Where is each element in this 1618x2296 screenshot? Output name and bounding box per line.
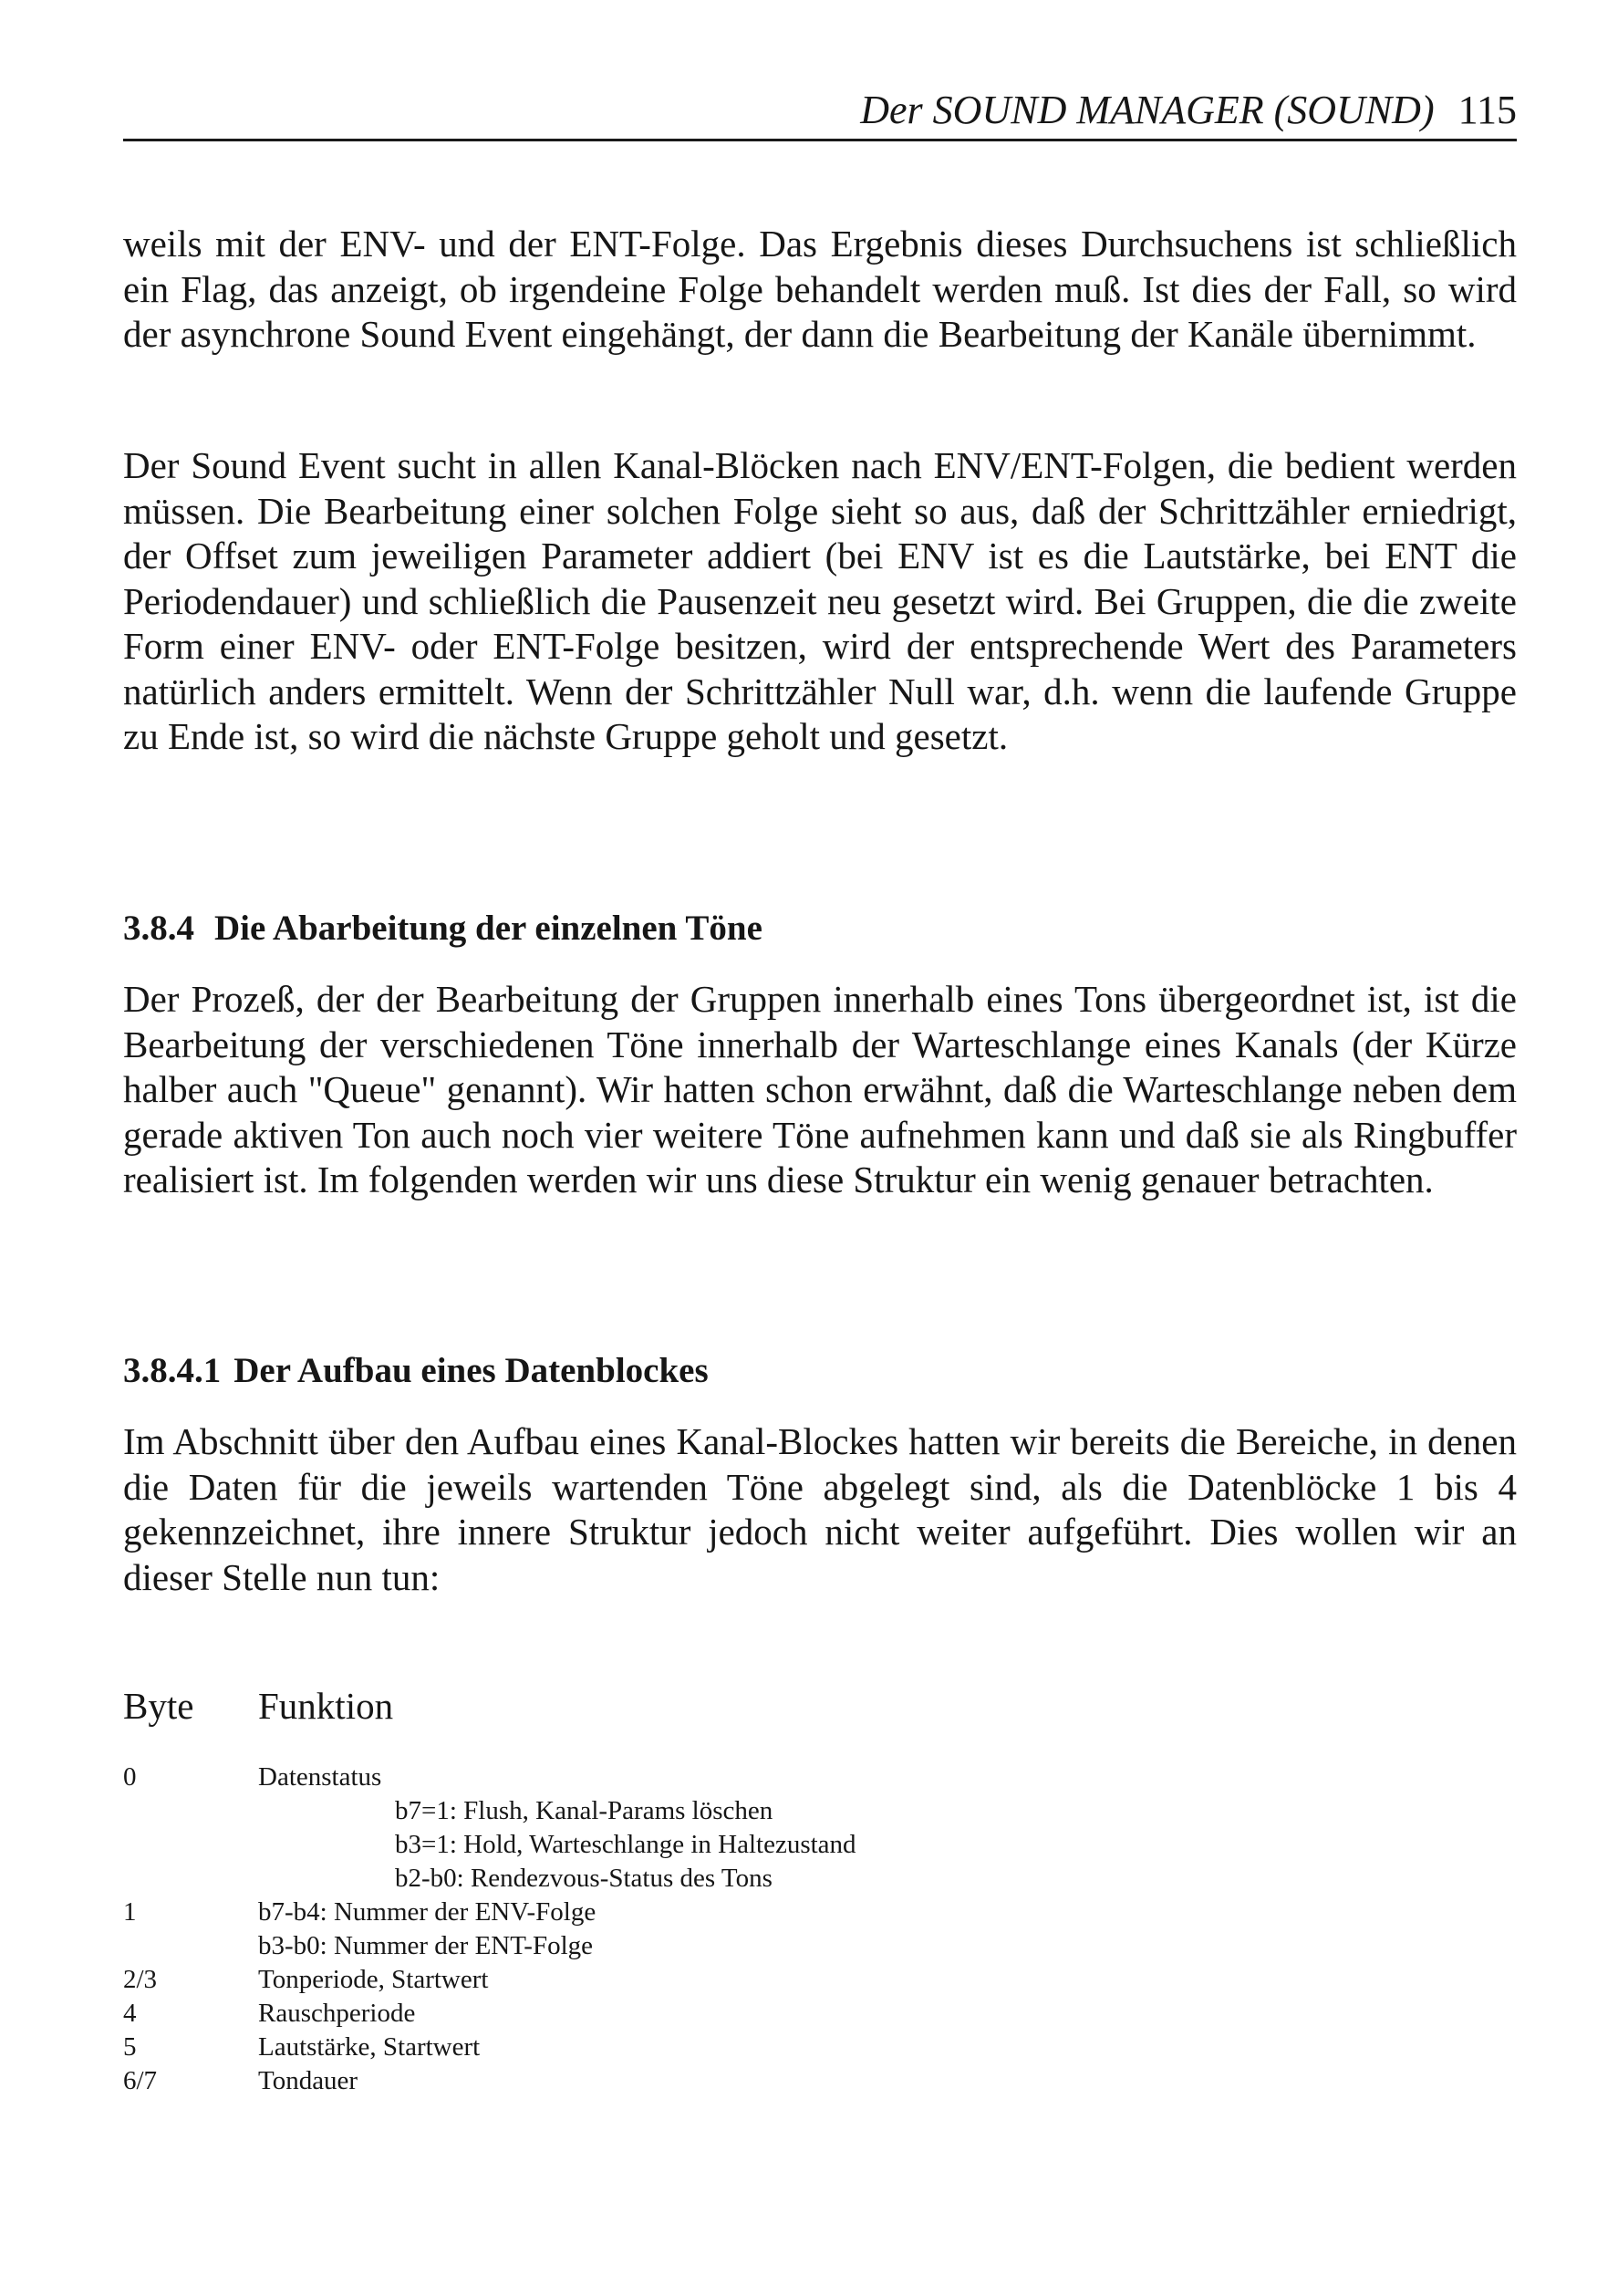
section-number: 3.8.4.1 — [123, 1351, 222, 1390]
table-row — [123, 2031, 1517, 2064]
table-cell-function: Rauschperiode — [258, 1999, 416, 2028]
table-row — [123, 1963, 1517, 1997]
table-cell-function: b3=1: Hold, Warteschlange in Haltezustand — [395, 1830, 856, 1859]
table-cell-byte: 0 — [123, 1762, 137, 1792]
table-cell-function: b7=1: Flush, Kanal-Params löschen — [395, 1796, 773, 1825]
section-title: Die Abarbeitung der einzelnen Töne — [214, 909, 762, 948]
table-cell-function: Datenstatus — [258, 1762, 382, 1792]
table-row — [123, 1862, 1517, 1896]
table-cell-function: b7-b4: Nummer der ENV-Folge — [258, 1897, 596, 1927]
table-row — [123, 2064, 1517, 2098]
table-cell-function: b2-b0: Rendezvous-Status des Tons — [395, 1864, 773, 1893]
data-block-table — [123, 1761, 1517, 2098]
table-header — [123, 1683, 1517, 1729]
table-row — [123, 1929, 1517, 1963]
table-row — [123, 1794, 1517, 1828]
table-cell-function: Tondauer — [258, 2066, 358, 2095]
table-cell-byte: 1 — [123, 1897, 137, 1927]
table-row — [123, 1997, 1517, 2031]
table-cell-function: Lautstärke, Startwert — [258, 2032, 481, 2062]
page-number: 115 — [1457, 88, 1517, 132]
table-cell-byte: 2/3 — [123, 1965, 158, 1994]
table-row — [123, 1761, 1517, 1794]
running-head — [860, 88, 1517, 133]
paragraph-4: Im Abschnitt über den Aufbau eines Kanal-Blockes hatten wir bereits die Bereiche, in denen die Daten für die jeweils wartenden Töne abgelegt sind, als die Datenblöcke 1 bis 4 gekennzeichnet, ihre innere Struktur jedoch nicht weiter aufgeführt. Dies wollen wir an dieser Stelle nun tun: — [123, 1420, 1517, 1598]
table-row — [123, 1896, 1517, 1929]
table-row — [123, 1828, 1517, 1862]
section-heading-3-8-4 — [123, 907, 1517, 951]
table-header-function: Funktion — [258, 1685, 394, 1727]
running-head-title: Der SOUND MANAGER (SOUND) — [860, 88, 1435, 132]
table-cell-function: b3-b0: Nummer der ENT-Folge — [258, 1931, 594, 1960]
table-cell-function: Tonperiode, Startwert — [258, 1965, 489, 1994]
table-header-byte: Byte — [123, 1685, 194, 1727]
paragraph-2: Der Sound Event sucht in allen Kanal-Blöcken nach ENV/ENT-Folgen, die bedient werden müssen. Die Bearbeitung einer solchen Folge sieht so aus, daß der Schrittzähler erniedrigt, der Offset zum jeweiligen Parameter addiert (bei ENV ist es die Lautstärke, bei ENT die Periodendauer) und schließlich die Pausenzeit neu gesetzt wird. Bei Gruppen, die die zweite Form einer ENV- oder ENT-Folge besitzen, wird der entsprechende Wert des Parameters natürlich anders ermittelt. Wenn der Schrittzähler Null war, d.h. wenn die laufende Gruppe zu Ende ist, so wird die nächste Gruppe geholt und gesetzt. — [123, 444, 1517, 757]
paragraph-1: weils mit der ENV- und der ENT-Folge. Das Ergebnis dieses Durchsuchens ist schließlich ein Flag, das anzeigt, ob irgendeine Folge behandelt werden muß. Ist dies der Fall, so wird der asynchrone Sound Event eingehängt, der dann die Bearbeitung der Kanäle übernimmt. — [123, 223, 1517, 355]
table-cell-byte: 4 — [123, 1999, 137, 2028]
table-cell-byte: 6/7 — [123, 2066, 158, 2095]
section-number: 3.8.4 — [123, 909, 194, 948]
section-heading-3-8-4-1 — [123, 1349, 1517, 1393]
table-cell-byte: 5 — [123, 2032, 137, 2062]
section-title: Der Aufbau eines Datenblockes — [233, 1351, 709, 1390]
paragraph-3: Der Prozeß, der der Bearbeitung der Gruppen innerhalb eines Tons übergeordnet ist, ist die Bearbeitung der verschiedenen Töne innerhalb der Warteschlange eines Kanals (der Kürze halber auch "Queue" genannt). Wir hatten schon erwähnt, daß die Warteschlange neben dem gerade aktiven Ton auch noch vier weitere Töne aufnehmen kann und daß sie als Ringbuffer realisiert ist. Im folgenden werden wir uns diese Struktur ein wenig genauer betrachten. — [123, 978, 1517, 1200]
page-header — [123, 88, 1517, 141]
